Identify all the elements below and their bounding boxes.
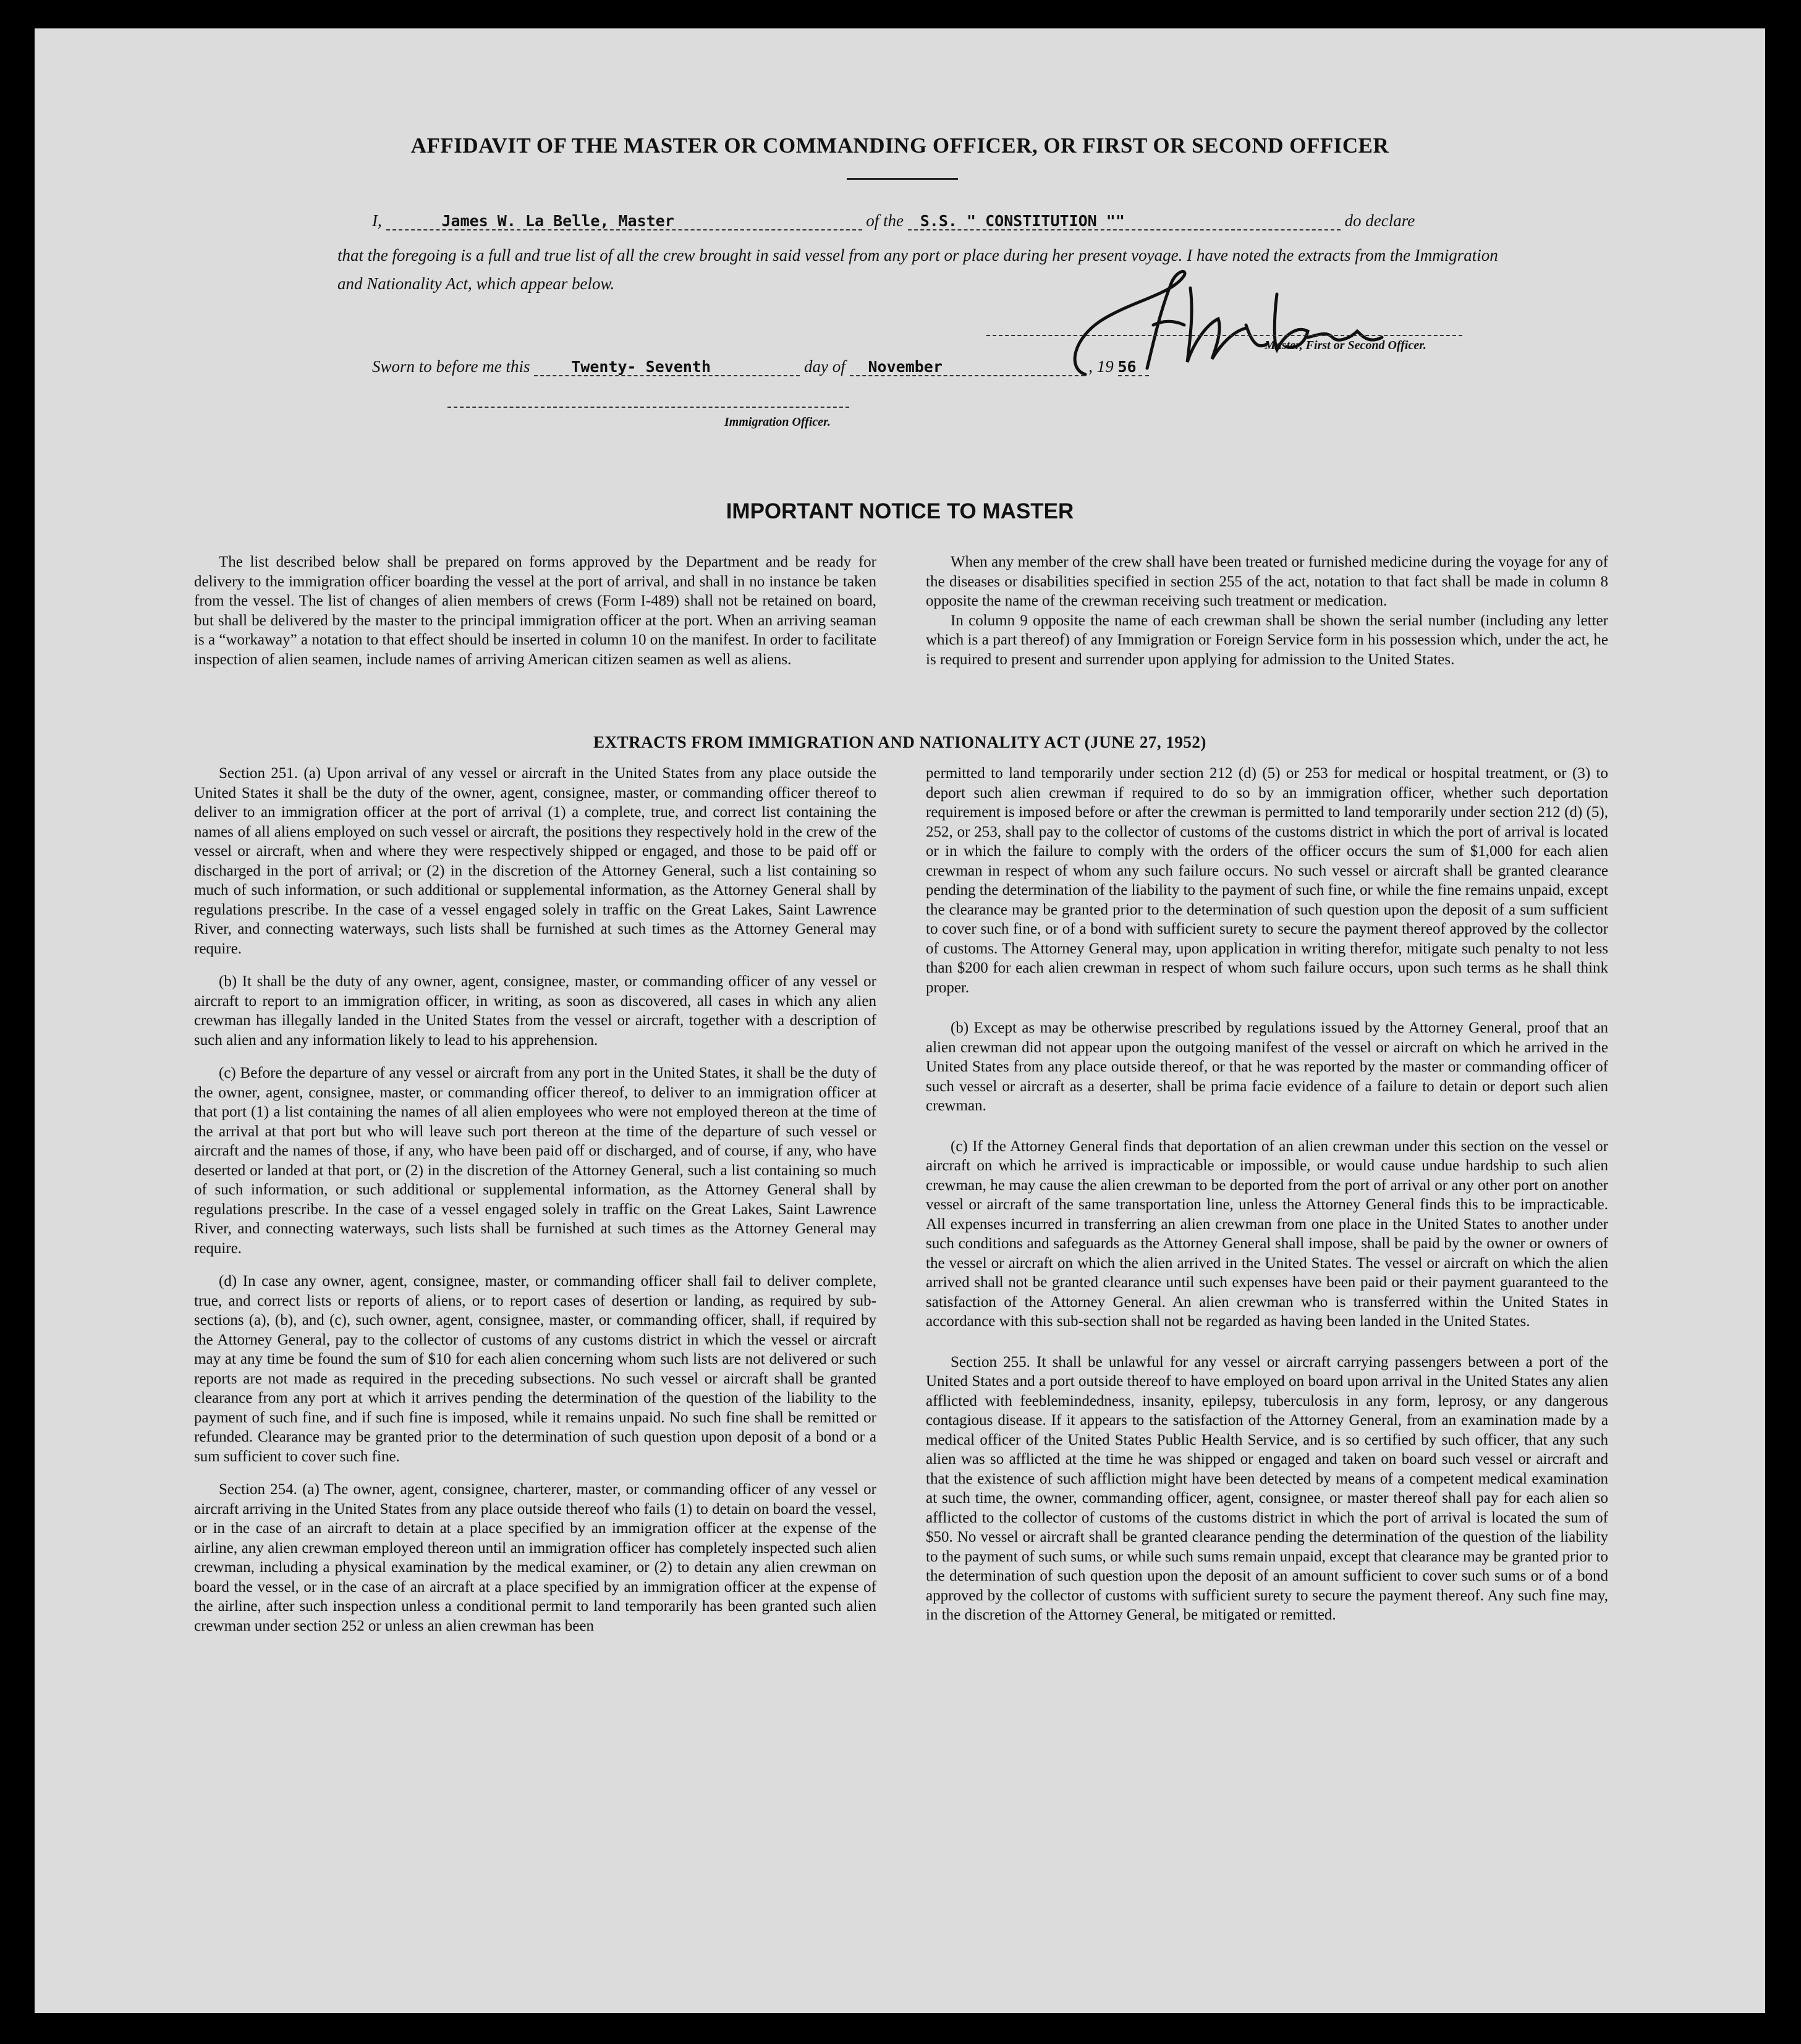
extracts-left-column xyxy=(194,764,876,1636)
signature-caption: Master, First or Second Officer. xyxy=(1265,339,1426,352)
section-254a-continued: permitted to land temporarily under section 212 (d) (5) or 253 for medical or hospital treatment, or (3) to deport such alien crewman if required to do so by an immigration officer, whether such deportation requirement is imposed before or after the crewman is permitted to land temporarily under section 212 (d) (5), 252, or 253, shall pay to the collector of customs of the customs district in which the port of arrival is located or in which the failure to comply with the orders of the officer occurs the sum of $1,000 for each alien crewman in respect of whom any such failure occurs. No such vessel or aircraft shall be granted clearance pending the determination of the liability to the payment of such fine, or while the fine remains unpaid, except the clearance may be granted prior to the determination of such question upon the deposit of a sum sufficient to cover such fine, or of a bond with sufficient surety to secure the payment thereof approved by the collector of customs. The Attorney General may, upon application in writing therefor, mitigate such penalty to not less than $200 for each alien crewman in respect of whom such failure occurs, upon such terms as he shall think proper. xyxy=(926,765,1608,996)
section-251b: (b) It shall be the duty of any owner, agent, consignee, master, or commanding officer of any vessel or aircraft to report to an immigration officer, in writing, as soon as discovered, all cases in which any alien crewman has illegally landed in the United States from the vessel or aircraft, together with a description of such alien and any information likely to lead to his apprehension. xyxy=(194,973,876,1049)
notice-right-paragraph-2: In column 9 opposite the name of each crewman shall be shown the serial number (including any letter which is a part thereof) of any Immigration or Foreign Service form in his possession which, under the act, he is required to present and surrender upon applying for admission to the United States. xyxy=(926,612,1608,668)
notice-right-paragraph-1: When any member of the crew shall have been treated or furnished medicine during the voyage for any of the diseases or disabilities specified in section 255 of the act, notation to that fact shall be made in column 8 opposite the name of the crewman receiving such treatment or medication. xyxy=(926,554,1608,609)
month-field: November xyxy=(850,358,1085,376)
notice-left-column xyxy=(194,552,876,669)
notice-left-paragraph: The list described below shall be prepared on forms approved by the Department and be ready for delivery to the immigration officer boarding the vessel at the port of arrival, and shall in no instance be taken from the vessel. The list of changes of alien members of crews (Form I-489) shall not be retained on board, but shall be delivered by the master to the principal immigration officer at the port. When an arriving seaman is a “workaway” a notation to that effect should be inserted in column 10 on the manifest. In order to facilitate inspection of alien seamen, include names of arriving American citizen seamen as well as aliens. xyxy=(194,554,876,668)
officer-signature-line xyxy=(447,407,849,408)
declaration-row xyxy=(372,211,1415,230)
day-field: Twenty- Seventh xyxy=(534,358,800,376)
prefix-label: I, xyxy=(372,211,382,230)
master-name-field: James W. La Belle, Master xyxy=(386,212,862,230)
notice-right-column xyxy=(926,552,1608,669)
year-field: 56 xyxy=(1118,358,1149,376)
section-254a: Section 254. (a) The owner, agent, consignee, charterer, master, or commanding officer of any vessel or aircraft arriving in the United States from any place outside thereof who fails (1) to detain on board the vessel, or in the case of an aircraft to detain at a place specified by an immigration officer at the expense of the airline, any alien crewman employed thereon until an immigration officer has completely inspected such alien crewman, including a physical examination by the medical examiner, or (2) to detain any alien crewman on board the vessel, or in the case of an aircraft at a place specified by an immigration officer at the expense of the airline, after such inspection unless a conditional permit to land temporarily has been granted such alien crewman under section 252 or unless an alien crewman has been xyxy=(194,1481,876,1634)
affidavit-title: AFFIDAVIT OF THE MASTER OR COMMANDING OFFICER, OR FIRST OR SECOND OFFICER xyxy=(410,133,1389,158)
sworn-row xyxy=(372,357,1149,376)
section-251d: (d) In case any owner, agent, consignee, master, or commanding officer shall fail to deliver complete, true, and correct lists or reports of aliens, or to report cases of desertion or landing, as required by sub-sections (a), (b), and (c), such owner, agent, consignee, master, or commanding officer, shall, if required by the Attorney General, pay to the collector of customs of any customs district in which the vessel or aircraft may at any time be found the sum of $10 for each alien concerning whom such lists are not delivered or such reports are not made as required in the preceding subsections. No such vessel or aircraft shall be granted clearance from any port at which it arrives pending the determination of the question of the liability to the payment of such fine, and if such fine is imposed, while it remains unpaid. No such fine shall be remitted or refunded. Clearance may be granted prior to the determination of such question upon deposit of a bond or a sum sufficient to cover such fine. xyxy=(194,1273,876,1465)
section-251a: Section 251. (a) Upon arrival of any vessel or aircraft in the United States from any place outside the United States it shall be the duty of the owner, agent, consignee, master, or commanding officer thereof to deliver to an immigration officer at the port of arrival (1) a complete, true, and correct list containing the names of all aliens employed on such vessel or aircraft, the positions they respectively hold in the crew of the vessel or aircraft, when and where they were respectively shipped or engaged, and those to be paid off or discharged in the port of arrival; or (2) in the discretion of the Attorney General, such a list containing so much of such information, or such additional or supplemental information, as the Attorney General shall by regulations prescribe. In the case of a vessel engaged solely in traffic on the Great Lakes, Saint Lawrence River, and connecting waterways, such lists shall be furnished at such times as the Attorney General may require. xyxy=(194,765,876,957)
notice-title: IMPORTANT NOTICE TO MASTER xyxy=(726,499,1074,523)
extracts-right-column xyxy=(926,764,1608,1625)
declaration-text: that the foregoing is a full and true list of all the crew brought in said vessel from any port or place during her present voyage. I have noted the extracts from the Immigration and Nationality Act, which appear below. xyxy=(337,246,1498,293)
section-255: Section 255. It shall be unlawful for any vessel or aircraft carrying passengers between a port of the United States and a port outside thereof to have employed on board upon arrival in the United States any alien afflicted with feeblemindedness, insanity, epilepsy, tuberculosis in any form, leprosy, or any dangerous contagious disease. If it appears to the satisfaction of the Attorney General, from an examination made by a medical officer of the United States Public Health Service, and is so certified by such officer, that any such alien was so afflicted at the time he was shipped or engaged and taken on board such vessel or aircraft and that the existence of such affliction might have been detected by means of a competent medical examination at such time, the owner, commanding officer, agent, consignee, or master thereof shall pay for each alien so afflicted to the collector of customs of the customs district in which the port of arrival is located the sum of $50. No vessel or aircraft shall be granted clearance pending the determination of the question of the liability to the payment of such sums, or while such sums remain unpaid, except that clearance may be granted prior to the determination of such question upon the deposit of an amount sufficient to cover such sums or of a bond approved by the collector of customs with sufficient surety to secure the payment thereof. Any such fine may, in the discretion of the Attorney General, be mitigated or remitted. xyxy=(926,1353,1608,1623)
do-declare-label: do declare xyxy=(1344,211,1415,230)
vessel-name-field: S.S. " CONSTITUTION "" xyxy=(908,212,1341,230)
day-of-label: day of xyxy=(804,357,845,376)
officer-caption: Immigration Officer. xyxy=(724,415,831,429)
sworn-label: Sworn to before me this xyxy=(372,357,530,376)
section-254b: (b) Except as may be otherwise prescribed by regulations issued by the Attorney General, proof that an alien crewman did not appear upon the outgoing manifest of the vessel or aircraft on which he arrived in the United States from any place outside thereof, or that he was reported by the master or commanding officer of such vessel or aircraft as a deserter, shall be prima facie evidence of a failure to detain or deport such alien crewman. xyxy=(926,1020,1608,1114)
year-prefix-label: , 19 xyxy=(1088,357,1114,376)
of-the-label: of the xyxy=(866,211,904,230)
title-rule xyxy=(847,178,958,180)
extracts-title: EXTRACTS FROM IMMIGRATION AND NATIONALITY ACT (JUNE 27, 1952) xyxy=(593,733,1206,751)
document-page xyxy=(35,28,1765,2013)
section-254c: (c) If the Attorney General finds that deportation of an alien crewman under this section on the vessel or aircraft on which he arrived is impracticable or impossible, or would cause undue hardship to such alien crewman, he may cause the alien crewman to be deported from the port of arrival or any other port on another vessel or aircraft of the same transportation line, unless the Attorney General finds this to be impracticable. All expenses incurred in transferring an alien crewman from one place in the United States to another under such conditions and safeguards as the Attorney General shall impose, shall be paid by the owner or owners of the vessel or aircraft on which the alien arrived in the United States. The vessel or aircraft on which the alien arrived shall not be granted clearance until such expenses have been paid or their payment guaranteed to the satisfaction of the Attorney General. An alien crewman who is transferred within the United States in accordance with this sub-section shall not be regarded as having been landed in the United States. xyxy=(926,1138,1608,1330)
section-251c: (c) Before the departure of any vessel or aircraft from any port in the United States, it shall be the duty of the owner, agent, consignee, master, or commanding officer thereof, to deliver to an immigration officer at that port (1) a list containing the names of all alien employees who were not employed thereon at the time of the arrival at that port but who will leave such port thereon at the time of the departure of such vessel or aircraft and the names of those, if any, who have been paid off or discharged, and of course, if any, who have deserted or landed at that port, or (2) in the discretion of the Attorney General, such a list containing so much of such information, or such additional or supplemental information, as the Attorney General shall by regulations prescribe. In the case of a vessel engaged solely in traffic on the Great Lakes, Saint Lawrence River, and connecting waterways, such lists shall be furnished at such times as the Attorney General may require. xyxy=(194,1065,876,1257)
signature-line xyxy=(986,335,1462,336)
